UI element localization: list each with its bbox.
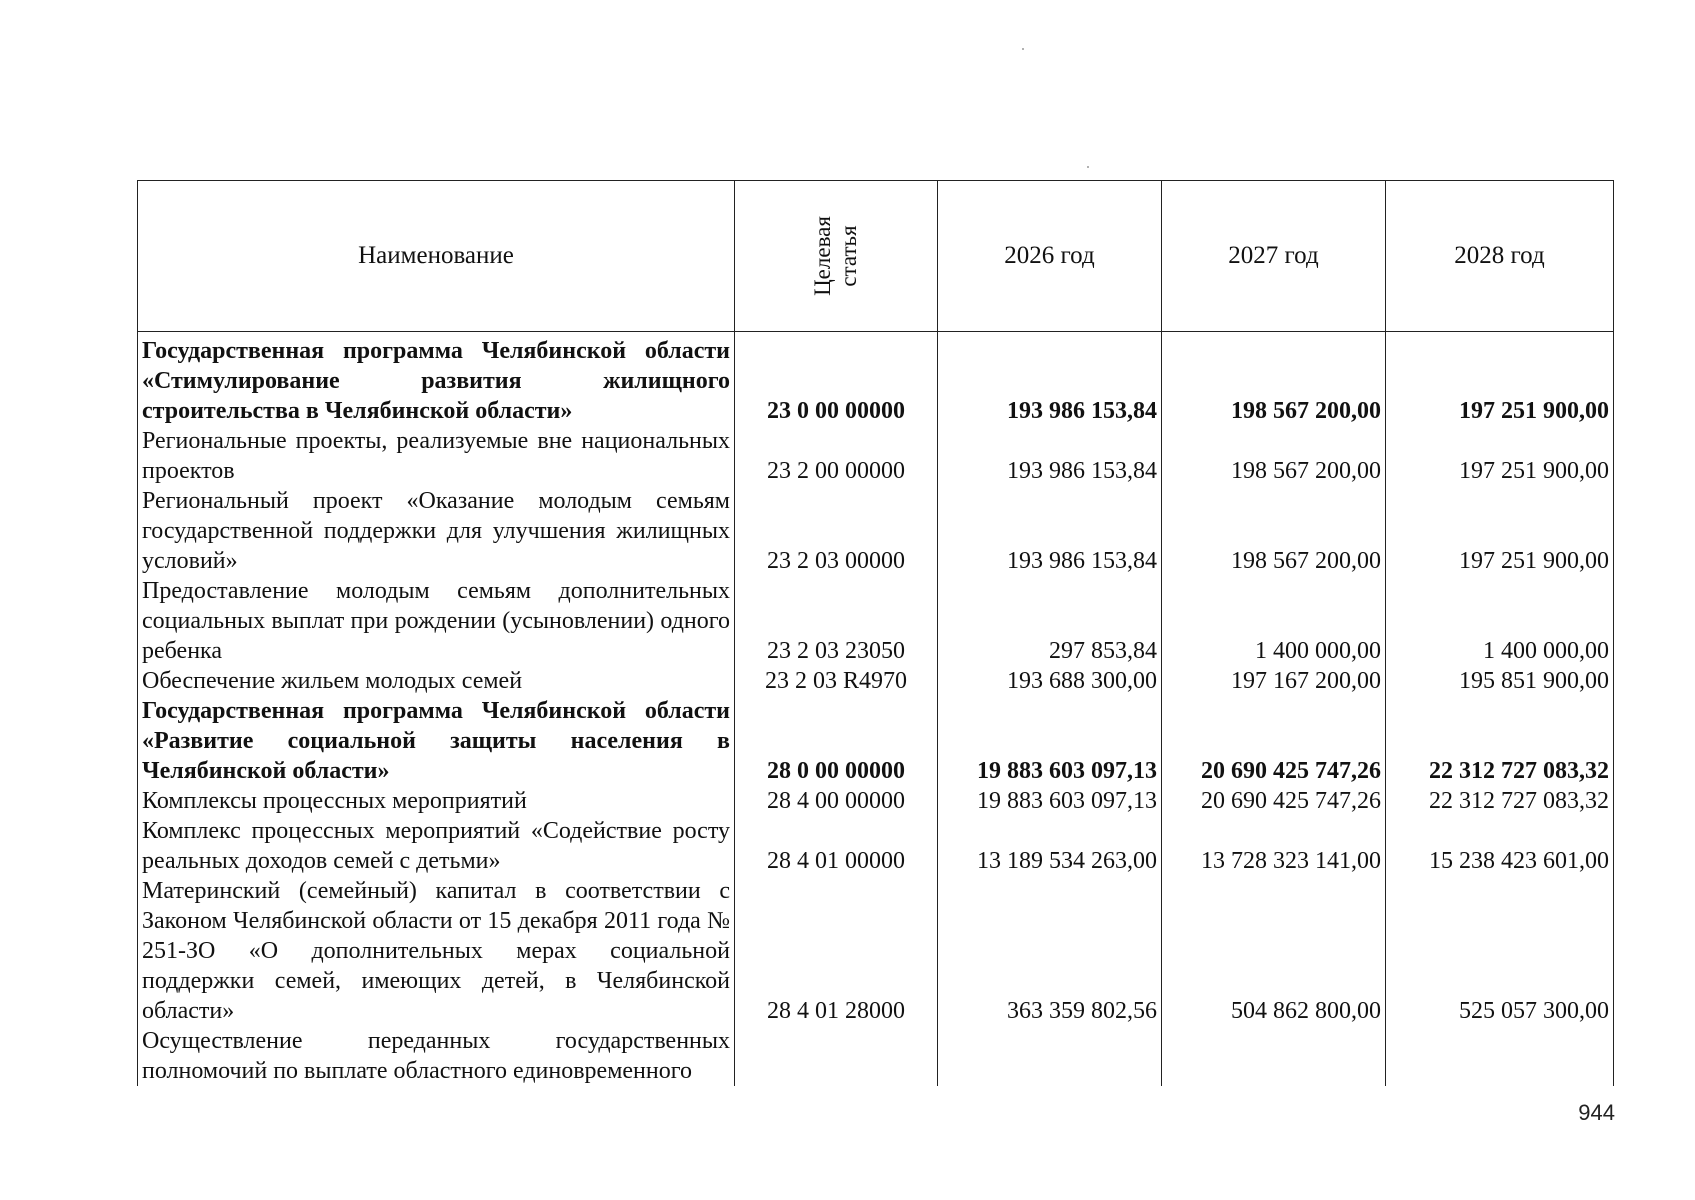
row-2026: 19 883 603 097,13: [938, 786, 1162, 816]
table-row: [138, 696, 1614, 786]
header-name: Наименование: [138, 181, 735, 332]
row-2026: 193 986 153,84: [938, 486, 1162, 576]
row-name: Осуществление переданных государственных полномочий по выплате областного единовременного: [138, 1026, 735, 1086]
row-2027: 20 690 425 747,26: [1162, 696, 1386, 786]
row-2027: 197 167 200,00: [1162, 666, 1386, 696]
row-2028: 197 251 900,00: [1386, 426, 1614, 486]
table-row: [138, 816, 1614, 876]
row-2026: 193 986 153,84: [938, 332, 1162, 427]
header-year-2026: 2026 год: [938, 181, 1162, 332]
table-header-row: [138, 181, 1614, 332]
row-code: 23 2 03 23050: [735, 576, 938, 666]
header-code-line2: статья: [836, 225, 861, 287]
row-name: Региональные проекты, реализуемые вне национальных проектов: [138, 426, 735, 486]
row-code: [735, 1026, 938, 1086]
row-name: Государственная программа Челябинской области «Стимулирование развития жилищного строительства в Челябинской области»: [138, 332, 735, 427]
table-row: [138, 876, 1614, 1026]
row-2027: 13 728 323 141,00: [1162, 816, 1386, 876]
row-code: 28 4 01 28000: [735, 876, 938, 1026]
row-2028: 22 312 727 083,32: [1386, 696, 1614, 786]
row-2027: 20 690 425 747,26: [1162, 786, 1386, 816]
row-2026: [938, 1026, 1162, 1086]
table-row: [138, 786, 1614, 816]
table-row: [138, 332, 1614, 427]
row-code: 28 0 00 00000: [735, 696, 938, 786]
row-name: Материнский (семейный) капитал в соответствии с Законом Челябинской области от 15 декабря 2011 года № 251-ЗО «О дополнительных мерах социальной поддержки семей, имеющих детей, в Челябинской области»: [138, 876, 735, 1026]
header-year-2027: 2027 год: [1162, 181, 1386, 332]
table-row: [138, 666, 1614, 696]
row-2026: 13 189 534 263,00: [938, 816, 1162, 876]
row-2028: [1386, 1026, 1614, 1086]
row-2026: 193 688 300,00: [938, 666, 1162, 696]
table-row: [138, 1026, 1614, 1086]
row-code: 28 4 00 00000: [735, 786, 938, 816]
row-name: Региональный проект «Оказание молодым семьям государственной поддержки для улучшения жилищных условий»: [138, 486, 735, 576]
scan-speck: [1022, 48, 1024, 50]
row-name: Государственная программа Челябинской области «Развитие социальной защиты населения в Челябинской области»: [138, 696, 735, 786]
row-2028: 22 312 727 083,32: [1386, 786, 1614, 816]
row-code: 28 4 01 00000: [735, 816, 938, 876]
row-2028: 197 251 900,00: [1386, 332, 1614, 427]
row-code: 23 2 03 R4970: [735, 666, 938, 696]
row-2026: 363 359 802,56: [938, 876, 1162, 1026]
row-name: Комплекс процессных мероприятий «Содействие росту реальных доходов семей с детьми»: [138, 816, 735, 876]
row-2027: [1162, 1026, 1386, 1086]
table-row: [138, 486, 1614, 576]
row-code: 23 2 03 00000: [735, 486, 938, 576]
row-2026: 19 883 603 097,13: [938, 696, 1162, 786]
table-row: [138, 426, 1614, 486]
row-name: Комплексы процессных мероприятий: [138, 786, 735, 816]
budget-table: [137, 180, 1614, 1086]
row-2028: 1 400 000,00: [1386, 576, 1614, 666]
row-code: 23 0 00 00000: [735, 332, 938, 427]
row-2026: 297 853,84: [938, 576, 1162, 666]
row-2028: 15 238 423 601,00: [1386, 816, 1614, 876]
row-2027: 504 862 800,00: [1162, 876, 1386, 1026]
row-2026: 193 986 153,84: [938, 426, 1162, 486]
row-name: Обеспечение жильем молодых семей: [138, 666, 735, 696]
header-year-2028: 2028 год: [1386, 181, 1614, 332]
row-2027: 198 567 200,00: [1162, 426, 1386, 486]
row-name: Предоставление молодым семьям дополнительных социальных выплат при рождении (усыновлении) одного ребенка: [138, 576, 735, 666]
row-2028: 525 057 300,00: [1386, 876, 1614, 1026]
row-2028: 197 251 900,00: [1386, 486, 1614, 576]
header-code-line1: Целевая: [810, 216, 835, 296]
row-code: 23 2 00 00000: [735, 426, 938, 486]
header-target-article-rotated: [810, 216, 862, 296]
row-2027: 198 567 200,00: [1162, 486, 1386, 576]
row-2027: 198 567 200,00: [1162, 332, 1386, 427]
table-row: [138, 576, 1614, 666]
row-2028: 195 851 900,00: [1386, 666, 1614, 696]
page-number: 944: [1578, 1100, 1615, 1125]
scan-speck: [1087, 166, 1089, 168]
header-target-article: [735, 181, 938, 332]
row-2027: 1 400 000,00: [1162, 576, 1386, 666]
